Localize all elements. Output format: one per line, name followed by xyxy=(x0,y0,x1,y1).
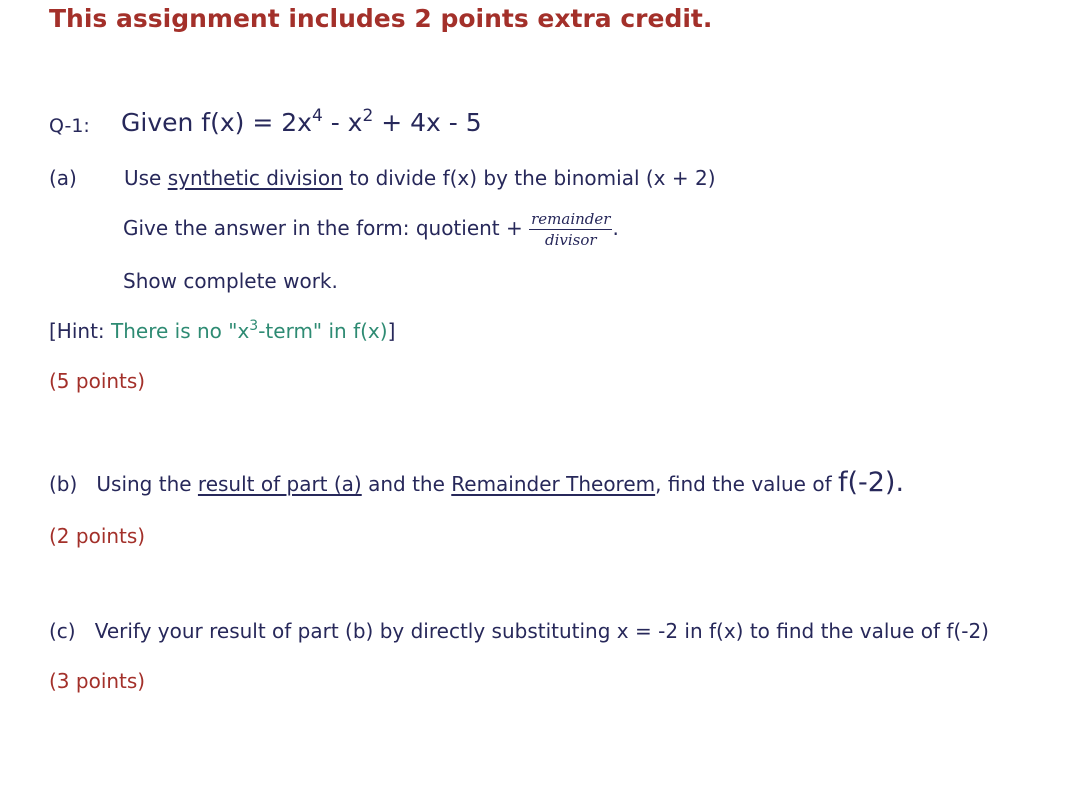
part-a-label: (a) xyxy=(49,166,77,190)
hint-line xyxy=(49,318,395,343)
part-a-instruction xyxy=(124,166,716,190)
show-work-instruction: Show complete work. xyxy=(123,269,338,293)
f-neg-2-emphasis: f(-2). xyxy=(837,467,905,498)
result-of-part-a-term: result of part (a) xyxy=(197,472,362,496)
hint-exponent: 3 xyxy=(249,318,259,334)
question-label: Q-1: xyxy=(49,115,90,137)
part-c-text: Verify your result of part (b) by directly substituting x = -2 in f(x) to find the value of f(-2) xyxy=(94,619,989,643)
part-b-text-2: and the xyxy=(361,472,452,496)
question-mid: - x xyxy=(322,108,363,137)
question-given-prefix: Given f(x) = 2x xyxy=(121,108,312,137)
part-b-line xyxy=(49,467,904,498)
part-b-label: (b) xyxy=(49,472,78,496)
part-a-text-pre: Use xyxy=(124,166,168,190)
part-c-label: (c) xyxy=(49,619,76,643)
remainder-theorem-term: Remainder Theorem xyxy=(451,472,656,496)
exponent-4: 4 xyxy=(311,106,323,126)
synthetic-division-term: synthetic division xyxy=(167,166,343,190)
remainder-over-divisor-fraction xyxy=(529,210,612,249)
answer-form-period: . xyxy=(612,216,619,240)
part-b-text-1: Using the xyxy=(96,472,198,496)
fraction-numerator: remainder xyxy=(531,210,611,228)
fraction-denominator: divisor xyxy=(545,231,597,249)
hint-close: ] xyxy=(387,319,396,343)
part-b-text-3: , find the value of xyxy=(655,472,838,496)
question-function xyxy=(121,106,482,137)
hint-text: There is no "$x^3$-term" in f(x) xyxy=(111,318,388,343)
extra-credit-banner: This assignment includes 2 points extra credit. xyxy=(49,4,713,33)
part-c-points: (3 points) xyxy=(49,669,146,693)
hint-open: [Hint: xyxy=(49,319,105,343)
part-b-points: (2 points) xyxy=(49,524,146,548)
part-c-line xyxy=(49,619,989,643)
part-a-points: (5 points) xyxy=(49,369,146,393)
exponent-2: 2 xyxy=(362,106,374,126)
answer-form-line xyxy=(123,210,619,249)
question-suffix: + 4x - 5 xyxy=(373,108,482,137)
answer-form-text: Give the answer in the form: quotient + xyxy=(123,216,523,240)
part-a-text-post: to divide f(x) by the binomial (x + 2) xyxy=(342,166,716,190)
